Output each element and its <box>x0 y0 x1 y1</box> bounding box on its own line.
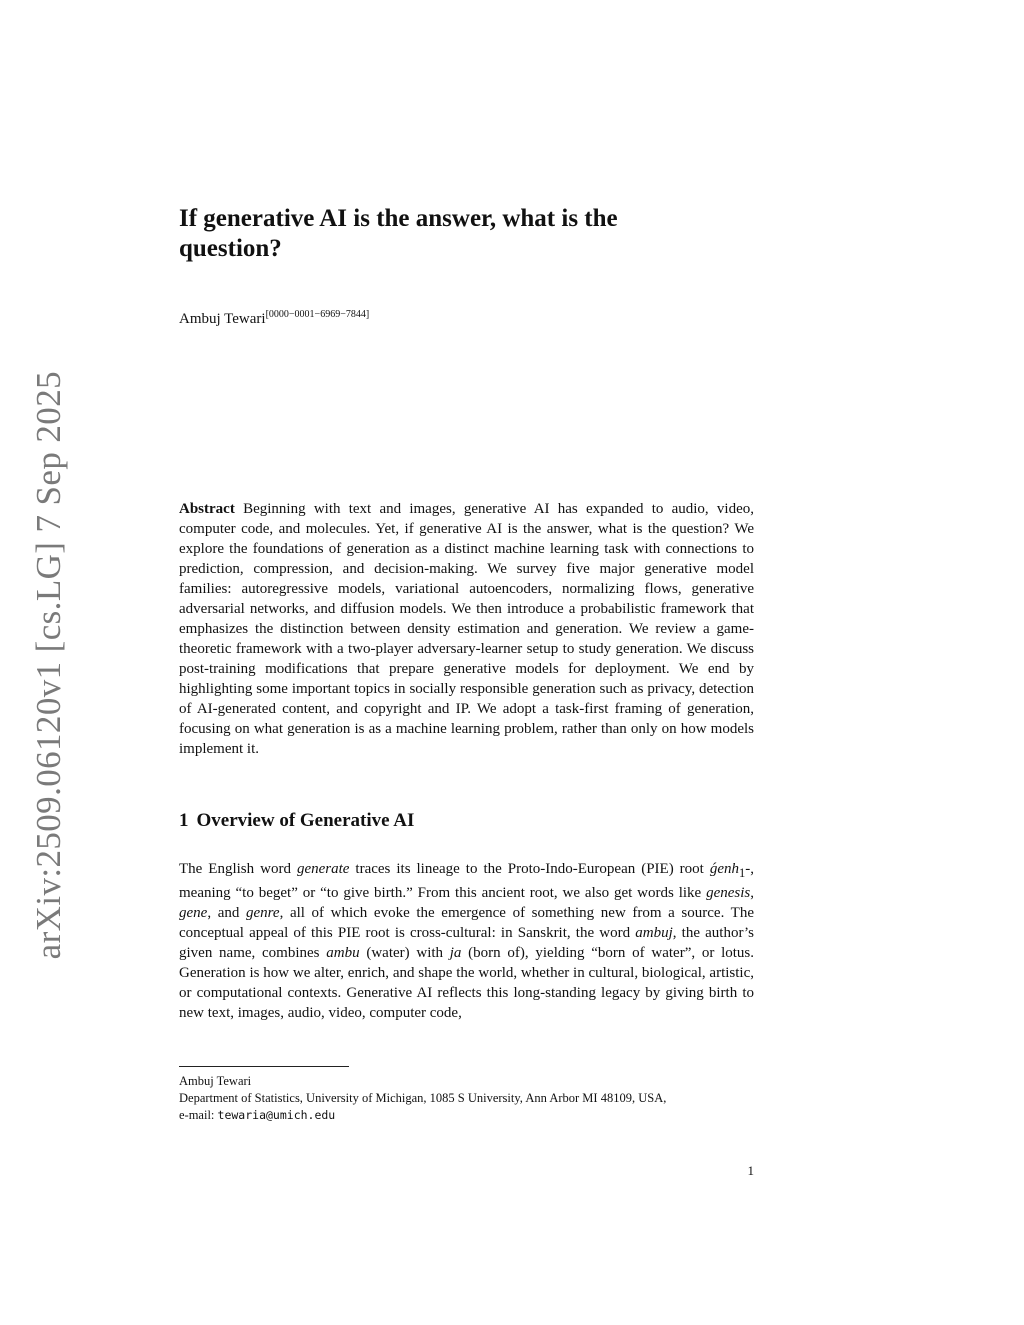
paragraph-part: traces its lineage to the Proto-Indo-European (PIE) root <box>349 861 710 877</box>
term-ambu: ambu <box>326 945 360 961</box>
paragraph-part: The English word <box>179 861 297 877</box>
paragraph-part: , <box>750 885 754 901</box>
arxiv-identifier-stamp <box>28 370 70 960</box>
term-ambuj: ambuj <box>635 925 673 941</box>
term-genesis: genesis <box>706 885 751 901</box>
section-number: 1 <box>179 810 189 831</box>
abstract-text: Beginning with text and images, generative AI has expanded to audio, video, computer code, and molecules. Yet, if generative AI is the answer, what is the question? We explore the foundations of generation as a distinct machine learning task with connections to prediction, compression, and decision-making. We survey five major generative model families: autoregressive models, variational autoencoders, normalizing flows, generative adversarial networks, and diffusion models. We then introduce a probabilistic framework that emphasizes the distinction between density estimation and generation. We review a game-theoretic framework with a two-player adversary-learner setup to study generation. We discuss post-training modifications that prepare generative models for deployment. We end by highlighting some important topics in socially responsible generation such as privacy, detection of AI-generated content, and copyright and IP. We adopt a task-first framing of generation, focusing on what generation is as a machine learning problem, rather than only on how models implement it. <box>179 501 754 757</box>
page-number: 1 <box>747 1163 754 1178</box>
paragraph-part: , all of which evoke the emergence of something new from a source. The conceptual appeal of this PIE root is cross-cultural: in Sanskrit, the word <box>179 905 754 941</box>
paragraph-part: , and <box>207 905 246 921</box>
term-pie-root: ǵenh <box>709 861 740 877</box>
term-gene: gene <box>179 905 208 921</box>
section-heading <box>179 810 414 832</box>
paper-title: If generative AI is the answer, what is the question? <box>179 205 618 262</box>
term-generate: generate <box>296 861 350 877</box>
arxiv-identifier-text: arXiv:2509.06120v1 [cs.LG] 7 Sep 2025 <box>29 370 68 960</box>
section-title: Overview of Generative AI <box>196 810 415 831</box>
term-ja: ja <box>449 945 462 961</box>
author-orcid: [0000−0001−6969−7844] <box>265 309 370 320</box>
footnote-email-line <box>179 1107 754 1124</box>
abstract-label: Abstract <box>179 501 235 517</box>
paragraph-part: (born of), yielding “born of water”, or lotus. Generation is how we alter, enrich, and shape the world, whether in cultural, biological, artistic, or computational contexts. Generative AI reflects this long-standing legacy by giving birth to new text, images, audio, video, computer code, <box>179 945 754 1021</box>
footnote-author-name: Ambuj Tewari <box>179 1074 252 1088</box>
paragraph-part: , the author’s given name, combines <box>179 925 754 961</box>
author-line <box>179 310 369 328</box>
footnote-affiliation: Department of Statistics, University of Michigan, 1085 S University, Ann Arbor MI 48109, USA, <box>179 1091 667 1105</box>
paragraph-part: -, meaning “to beget” or “to give birth.” From this ancient root, we also get words like <box>179 861 755 901</box>
footnote-email: tewaria@umich.edu <box>217 1108 336 1122</box>
footnote <box>179 1073 754 1124</box>
abstract <box>179 499 754 759</box>
section-paragraph <box>179 859 754 1023</box>
paragraph-part: (water) with <box>359 945 450 961</box>
footnote-email-label: e-mail: <box>179 1108 218 1122</box>
footnote-divider <box>179 1066 349 1067</box>
term-pie-root-subscript: 1 <box>739 866 746 880</box>
author-name: Ambuj Tewari <box>179 311 266 327</box>
term-genre: genre <box>245 905 280 921</box>
